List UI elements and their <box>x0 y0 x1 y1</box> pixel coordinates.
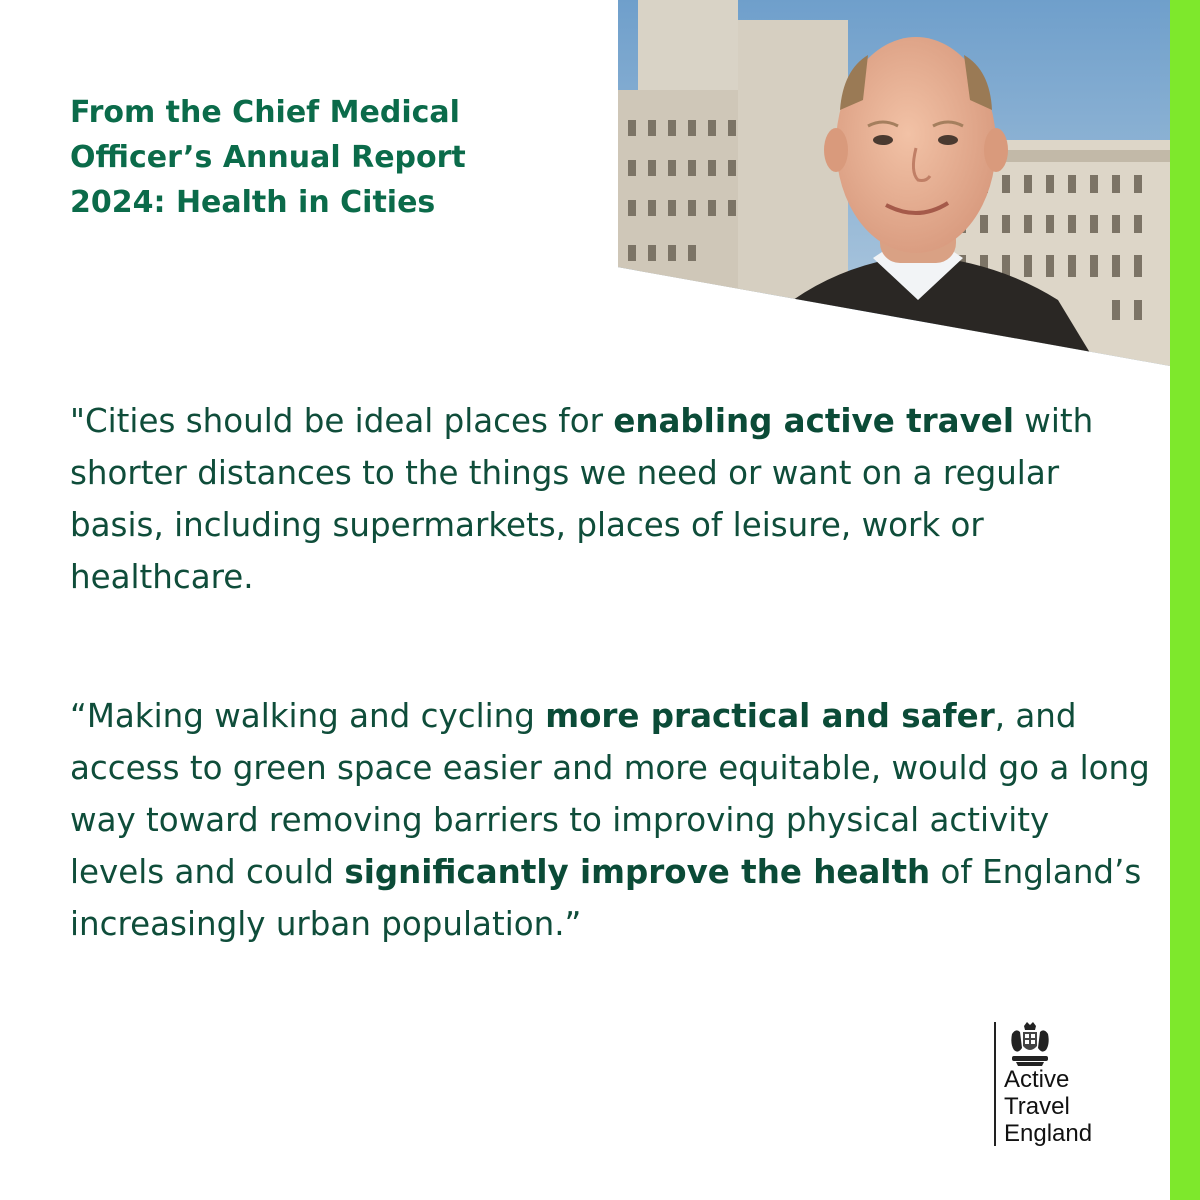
accent-side-bar <box>1170 0 1200 1200</box>
quote-2-emphasis-2: significantly improve the health <box>344 853 931 891</box>
quote-2-emphasis-1: more practical and safer <box>545 697 995 735</box>
quote-paragraph-1 <box>70 395 1150 603</box>
portrait-photo <box>618 0 1170 366</box>
quote-2-text-b: , and access to green space easier and more equitable, would go a long way toward removing barriers to improving physical activity levels and could <box>70 697 1150 891</box>
page-title: From the Chief Medical Officer’s Annual Report 2024: Health in Cities <box>70 95 466 220</box>
quote-1-text-a: "Cities should be ideal places for <box>70 402 614 440</box>
quote-1-emphasis: enabling active travel <box>613 402 1014 440</box>
quote-1-text-b: with shorter distances to the things we need or want on a regular basis, including supermarkets, places of leisure, work or healthcare. <box>70 402 1094 596</box>
quote-2-text-c: of England’s increasingly urban population.” <box>70 853 1142 943</box>
active-travel-england-logo <box>994 1020 1144 1150</box>
logo-wordmark: Active Travel England <box>1004 1066 1093 1147</box>
quote-2-text-a: “Making walking and cycling <box>70 697 546 735</box>
portrait-image <box>618 0 1170 366</box>
royal-coat-of-arms-icon <box>1004 1020 1056 1068</box>
quote-paragraph-2 <box>70 690 1150 950</box>
logo-divider <box>994 1022 996 1146</box>
